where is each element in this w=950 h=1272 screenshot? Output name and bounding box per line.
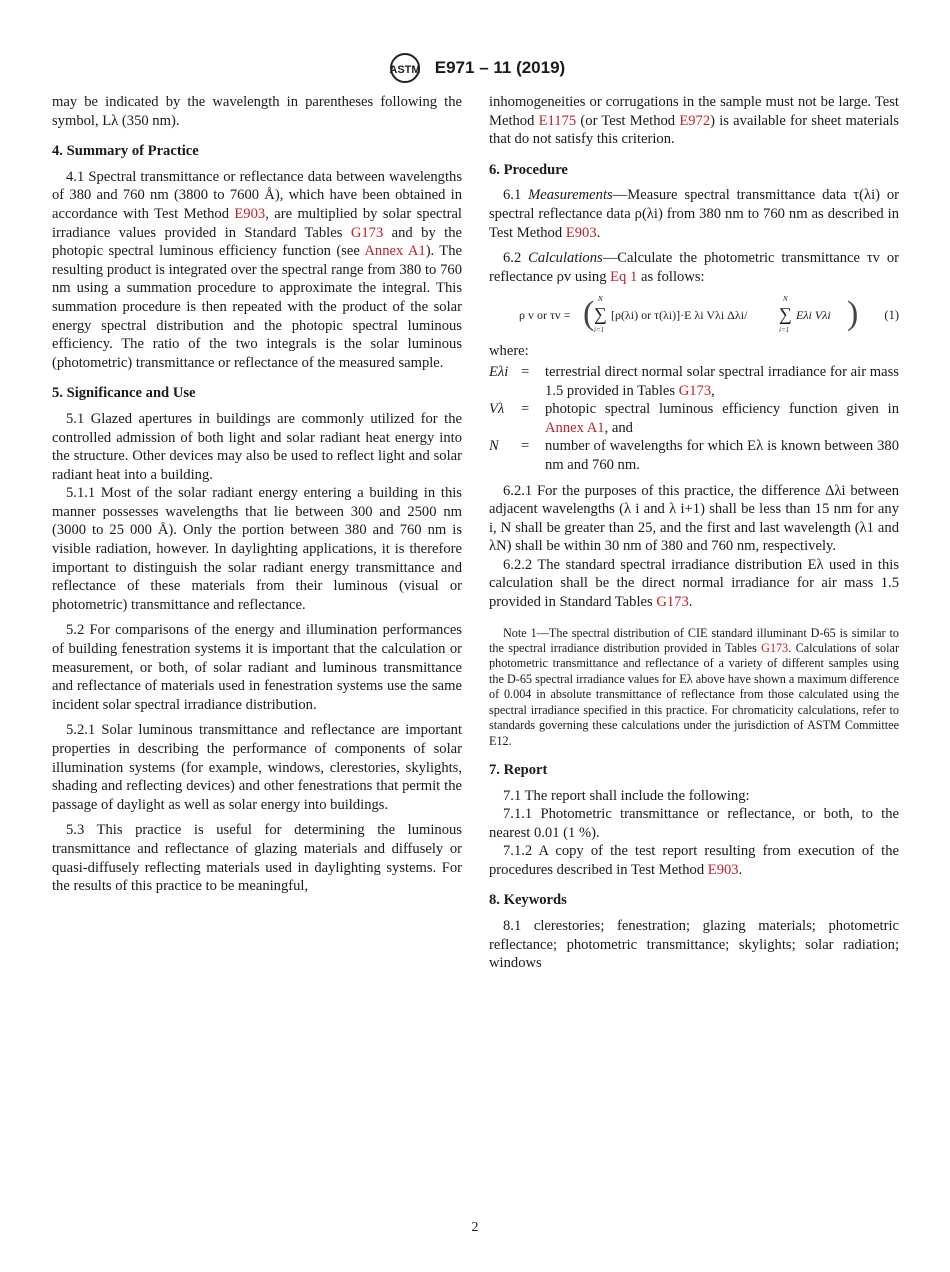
link-e972[interactable]: E972: [679, 112, 711, 129]
page-header: [0, 52, 950, 84]
para-7-1-1: 7.1.1 Photometric transmittance or reflectance, or both, to the nearest 0.01 (1 %).: [489, 806, 899, 841]
astm-logo-icon: [385, 52, 425, 84]
para-5-2: 5.2 For comparisons of the energy and illumination performances of building fenestration systems it is important that the calculation or measurement, or both, of solar radiant and luminous transmittance and reflectance of materials used in fenestration systems use the same incident solar spectral irradiance distribution.: [52, 622, 462, 713]
logo-text: ASTM: [389, 64, 421, 76]
para-5-3: 5.3 This practice is useful for determining the luminous transmittance and reflectance of glazing materials and diffusely or quasi-diffusely reflecting materials used in daylighting systems. For the results of this practice to be meaningful,: [52, 822, 462, 895]
para-6-2-2: 6.2.2 The standard spectral irradiance distribution Eλ used in this calculation shall be the direct normal irradiance for air mass 1.5 provided in Standard Tables G173.: [489, 556, 899, 611]
link-e1175[interactable]: E1175: [538, 112, 577, 129]
section-7-heading: 7. Report: [489, 761, 548, 778]
link-g173[interactable]: G173: [350, 224, 384, 241]
para-4-1: 4.1 Spectral transmittance or reflectance data between wavelengths of 380 and 760 nm (3800 to 7600 Å), which have been obtained in accordance with Test Method E903, are multiplied by solar spectral irradiance values provided in Standard Tables G173 and by the photopic spectral luminous efficiency function (see Annex A1). The resulting product is integrated over the spectral range from 380 to 760 nm using a summation procedure to approximate the integral. This summation procedure is then repeated with the product of the solar energy spectral distribution and the photopic spectral luminous efficiency. The ratio of the two integrals is the solar luminous (photometric) transmittance or reflectance of the measured sample.: [52, 168, 462, 371]
para-5-1: 5.1 Glazed apertures in buildings are commonly utilized for the controlled admission of both light and solar radiant heat energy into the structure. Other devices may also be used to reflect light and solar radiant heat into a building.: [52, 410, 462, 483]
eq-lhs: ρ v or τv =: [519, 308, 571, 323]
section-6-heading: 6. Procedure: [489, 161, 568, 178]
note-1: Note 1—The spectral distribution of CIE standard illuminant D-65 is similar to the spectral irradiance distribution provided in Tables G173. Calculations of solar photometric transmittance and reflectance of a variety of different samples using the D-65 spectral irradiance values for Eλ above have shown a maximum difference of 0.004 in absolute transmittance of reflectance from those calculated using the spectral irradiance specified in this practice. For chromaticity calculations, refer to standards governing these calculations under the jurisdiction of ASTM Committee E12.: [489, 625, 899, 748]
section-8-heading: 8. Keywords: [489, 892, 567, 909]
link-g173[interactable]: G173: [656, 594, 689, 611]
equation-number: (1): [884, 308, 899, 323]
intro-text: may be indicated by the wavelength in parentheses following the symbol, Lλ (350 nm).: [52, 94, 462, 129]
para-7-1-2: 7.1.2 A copy of the test report resulting from execution of the procedures described in Test Method E903.: [489, 843, 899, 878]
svg-text:(: (: [583, 295, 595, 333]
para-5-2-1: 5.2.1 Solar luminous transmittance and reflectance are important properties in describing the performance of components of solar illumination systems (for example, windows, clerestories, skylights, shading and reflecting devices) and other fenestrations that permit the passage of daylight as well as solar energy into buildings.: [52, 722, 462, 813]
svg-text:): ): [847, 295, 859, 333]
para-8-1: 8.1 clerestories; fenestration; glazing materials; photometric reflectance; photometric transmittance; skylights; solar radiation; windows: [489, 918, 899, 972]
continuation-text: inhomogeneities or corrugations in the sample must not be large. Test Method E1175 (or Test Method E972) is available for sheet materials that do not satisfy this criterion.: [489, 94, 899, 148]
document-code: E971 – 11 (2019): [434, 58, 566, 77]
eq-lower-limit: i=1: [594, 326, 605, 335]
left-column: [52, 93, 462, 896]
page-number: 2: [471, 1220, 479, 1235]
para-6-2: 6.2 Calculations—Calculate the photometric transmittance τv or reflectance ρv using Eq 1 as follows:: [489, 250, 900, 285]
right-column: [489, 93, 899, 973]
definition-n: N = number of wavelengths for which Eλ is known between 380 nm and 760 nm.: [489, 438, 899, 473]
link-eq-1[interactable]: Eq 1: [610, 268, 638, 285]
link-e903[interactable]: E903: [565, 224, 597, 241]
eq-upper-limit-2: N: [783, 295, 788, 304]
link-annex-a1[interactable]: Annex A1: [364, 243, 426, 260]
link-e903[interactable]: E903: [707, 861, 739, 878]
where-label: where:: [489, 343, 529, 360]
eq-end: Eλi Vλi: [796, 308, 831, 323]
eq-middle: [ρ(λi) or τ(λi)]·E λi Vλi Δλi/: [611, 308, 748, 323]
para-5-1-1: 5.1.1 Most of the solar radiant energy entering a building in this manner possesses wavelengths that lie between 300 and 2500 nm (3000 to 25 000 Å). Only the portion between 380 and 760 nm is visible radiation, however. In daylighting applications, it is therefore important to distinguish the solar radiant energy transmittance and reflectance of these materials from their luminous (visual or photometric) transmittance and reflectance.: [52, 485, 462, 613]
eq-upper-limit: N: [598, 295, 603, 304]
eq-sum-symbol: ∑: [594, 304, 607, 325]
definition-e-lambda-i: Eλi = terrestrial direct normal solar spectral irradiance for air mass 1.5 provided in Tables G173,: [489, 363, 899, 399]
eq-lower-limit-2: i=1: [779, 326, 790, 335]
link-annex-a1[interactable]: Annex A1: [545, 419, 605, 436]
section-5-heading: 5. Significance and Use: [52, 385, 196, 402]
para-6-1: 6.1 Measurements—Measure spectral transmittance data τ(λi) or spectral reflectance data ρ(λi) from 380 nm to 760 nm as described in Test Method E903.: [489, 187, 900, 241]
definitions-list: [489, 363, 899, 475]
para-6-2-1: 6.2.1 For the purposes of this practice, the difference Δλi between adjacent wavelengths (λ i and λ i+1) shall be less than 15 nm for any i, N shall be greater than 25, and the first and last wavelength (λ1 and λN) shall be within 30 nm of 380 and 760 nm, respectively.: [489, 482, 899, 555]
para-7-1: 7.1 The report shall include the following:: [503, 787, 750, 804]
equation-1: [489, 292, 899, 336]
section-4-heading: 4. Summary of Practice: [52, 143, 199, 160]
link-g173[interactable]: G173: [761, 641, 789, 656]
link-e903[interactable]: E903: [234, 205, 266, 222]
definition-v-lambda: Vλ = photopic spectral luminous efficiency function given in Annex A1, and: [489, 401, 899, 436]
link-g173[interactable]: G173: [678, 382, 712, 399]
eq-sum-symbol-2: ∑: [779, 304, 792, 325]
